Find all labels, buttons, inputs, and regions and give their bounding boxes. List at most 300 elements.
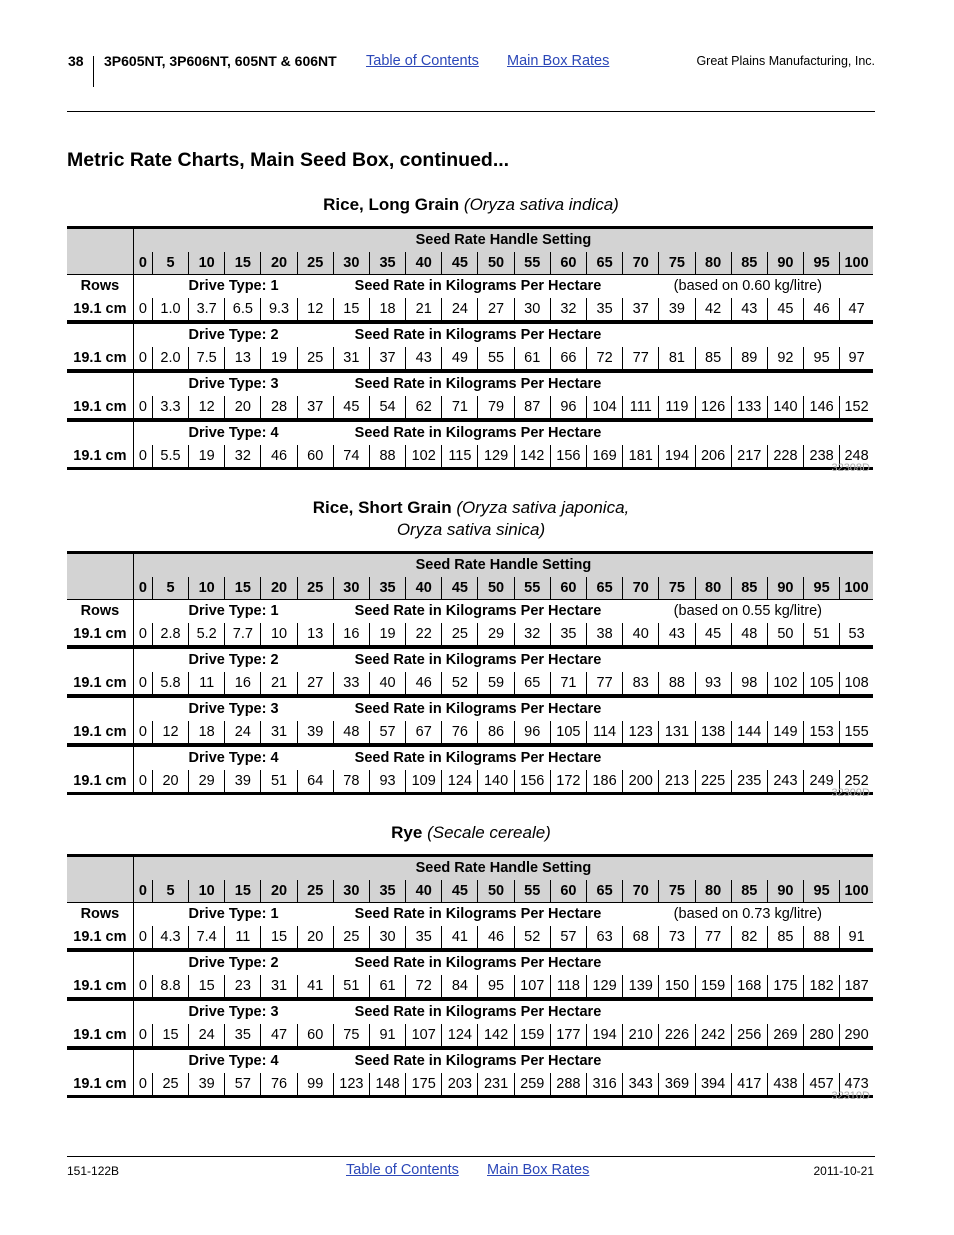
rate-value: 55 <box>478 347 514 371</box>
rate-value: 67 <box>406 721 442 745</box>
drive-type-label: Drive Type: 1 <box>133 275 333 298</box>
row-spacing: 19.1 cm <box>67 623 133 647</box>
rate-value: 33 <box>333 672 369 696</box>
rate-value: 28 <box>261 396 297 420</box>
chart-code: 32310D <box>831 1090 870 1102</box>
rate-value: 3.7 <box>189 298 225 322</box>
setting-value: 15 <box>225 880 261 903</box>
rate-value: 12 <box>297 298 333 322</box>
rate-row <box>67 975 873 999</box>
crop-scientific-line2: Oryza sativa sinica) <box>396 520 546 539</box>
rate-value: 85 <box>767 926 803 950</box>
setting-value: 95 <box>804 880 840 903</box>
rate-value: 19 <box>189 445 225 469</box>
rate-value: 0 <box>133 298 152 322</box>
drive-type-label: Drive Type: 1 <box>133 600 333 623</box>
row-spacing: 19.1 cm <box>67 926 133 950</box>
setting-value: 10 <box>189 252 225 275</box>
rate-value: 3.3 <box>152 396 188 420</box>
crop-name: Rice, Long Grain <box>323 195 460 214</box>
setting-values-row <box>67 880 873 903</box>
rate-value: 85 <box>695 347 731 371</box>
rate-value: 0 <box>133 672 152 696</box>
setting-value: 95 <box>804 252 840 275</box>
crop-scientific: (Oryza sativa japonica, <box>456 498 630 517</box>
setting-value: 45 <box>442 252 478 275</box>
rows-label: Rows <box>67 275 133 298</box>
seed-rate-label: Seed Rate in Kilograms Per Hectare <box>354 750 602 767</box>
rate-value: 45 <box>767 298 803 322</box>
rate-value: 95 <box>804 347 840 371</box>
rate-value: 118 <box>550 975 586 999</box>
rate-value: 65 <box>514 672 550 696</box>
rate-value: 369 <box>659 1073 695 1097</box>
rate-value: 20 <box>152 770 188 794</box>
setting-value: 0 <box>133 577 152 600</box>
rate-value: 32 <box>225 445 261 469</box>
rate-value: 13 <box>225 347 261 371</box>
setting-value: 80 <box>695 880 731 903</box>
seed-rate-label: Seed Rate in Kilograms Per Hectare <box>354 603 602 620</box>
setting-value: 100 <box>840 577 873 600</box>
rate-value: 40 <box>369 672 405 696</box>
setting-value: 70 <box>623 880 659 903</box>
header-toc-link[interactable]: Table of Contents <box>366 53 479 69</box>
rate-value: 175 <box>767 975 803 999</box>
rate-value: 72 <box>406 975 442 999</box>
rate-value: 139 <box>623 975 659 999</box>
row-spacing: 19.1 cm <box>67 975 133 999</box>
rate-value: 88 <box>659 672 695 696</box>
rate-value: 39 <box>189 1073 225 1097</box>
rate-value: 0 <box>133 770 152 794</box>
drive-header-row <box>67 903 873 926</box>
row-spacing: 19.1 cm <box>67 298 133 322</box>
rate-value: 18 <box>369 298 405 322</box>
rate-value: 115 <box>442 445 478 469</box>
rate-value: 131 <box>659 721 695 745</box>
rate-value: 126 <box>695 396 731 420</box>
row-spacing: 19.1 cm <box>67 770 133 794</box>
setting-value: 50 <box>478 252 514 275</box>
rate-value: 104 <box>586 396 622 420</box>
rate-row <box>67 347 873 371</box>
setting-value: 60 <box>550 880 586 903</box>
rate-value: 23 <box>225 975 261 999</box>
rate-value: 39 <box>297 721 333 745</box>
rate-value: 5.5 <box>152 445 188 469</box>
rate-value: 35 <box>406 926 442 950</box>
row-spacing: 19.1 cm <box>67 1073 133 1097</box>
model-name: 3P605NT, 3P606NT, 605NT & 606NT <box>104 53 337 69</box>
rate-value: 64 <box>297 770 333 794</box>
rate-value: 35 <box>550 623 586 647</box>
rate-value: 129 <box>478 445 514 469</box>
rate-value: 96 <box>514 721 550 745</box>
rate-value: 124 <box>442 1024 478 1048</box>
rate-value: 37 <box>623 298 659 322</box>
rate-value: 194 <box>659 445 695 469</box>
rate-value: 0 <box>133 926 152 950</box>
crop-scientific: (Oryza sativa indica) <box>463 195 619 214</box>
rate-value: 7.5 <box>189 347 225 371</box>
setting-value: 20 <box>261 880 297 903</box>
rate-value: 87 <box>514 396 550 420</box>
setting-value: 35 <box>369 577 405 600</box>
rate-value: 99 <box>297 1073 333 1097</box>
corner-cell <box>67 229 133 274</box>
corner-cell <box>67 857 133 902</box>
setting-value: 40 <box>406 252 442 275</box>
rate-value: 16 <box>333 623 369 647</box>
rate-value: 9.3 <box>261 298 297 322</box>
drive-header-row <box>67 1050 873 1073</box>
chart-code: 32308D <box>831 462 870 474</box>
setting-value: 25 <box>297 252 333 275</box>
drive-header-row <box>67 422 873 445</box>
rate-value: 39 <box>659 298 695 322</box>
drive-type-label: Drive Type: 2 <box>133 649 333 672</box>
rows-spacer <box>67 1001 133 1024</box>
rate-value: 84 <box>442 975 478 999</box>
rate-value: 39 <box>225 770 261 794</box>
rate-value: 11 <box>189 672 225 696</box>
rate-value: 288 <box>550 1073 586 1097</box>
rows-spacer <box>67 747 133 770</box>
rate-value: 242 <box>695 1024 731 1048</box>
rate-value: 15 <box>152 1024 188 1048</box>
header-divider <box>93 56 94 87</box>
rate-value: 259 <box>514 1073 550 1097</box>
rate-value: 4.3 <box>152 926 188 950</box>
handle-setting-label: Seed Rate Handle Setting <box>133 554 873 577</box>
rate-value: 102 <box>406 445 442 469</box>
rate-value: 15 <box>189 975 225 999</box>
rate-value: 62 <box>406 396 442 420</box>
rate-value: 46 <box>804 298 840 322</box>
rate-value: 140 <box>767 396 803 420</box>
rate-value: 41 <box>297 975 333 999</box>
rate-value: 142 <box>514 445 550 469</box>
seed-rate-label: Seed Rate in Kilograms Per Hectare <box>354 955 602 972</box>
rate-value: 159 <box>695 975 731 999</box>
setting-value: 15 <box>225 252 261 275</box>
setting-value: 55 <box>514 880 550 903</box>
rows-spacer <box>67 1050 133 1073</box>
rate-value: 194 <box>586 1024 622 1048</box>
rate-value: 20 <box>297 926 333 950</box>
rate-value: 20 <box>225 396 261 420</box>
rate-value: 13 <box>297 623 333 647</box>
rate-value: 172 <box>550 770 586 794</box>
handle-setting-label: Seed Rate Handle Setting <box>133 229 873 252</box>
doc-code: 151-122B <box>67 1164 120 1178</box>
rate-value: 102 <box>767 672 803 696</box>
rate-row <box>67 770 873 794</box>
rate-value: 86 <box>478 721 514 745</box>
rate-value: 243 <box>767 770 803 794</box>
row-spacing: 19.1 cm <box>67 672 133 696</box>
rate-value: 0 <box>133 445 152 469</box>
rate-value: 46 <box>261 445 297 469</box>
rate-value: 235 <box>731 770 767 794</box>
rate-value: 19 <box>261 347 297 371</box>
rate-value: 343 <box>623 1073 659 1097</box>
rate-value: 210 <box>623 1024 659 1048</box>
seed-rate-label: Seed Rate in Kilograms Per Hectare <box>354 425 602 442</box>
rate-value: 71 <box>550 672 586 696</box>
setting-value: 0 <box>133 252 152 275</box>
rate-value: 47 <box>261 1024 297 1048</box>
rate-value: 21 <box>261 672 297 696</box>
rate-value: 186 <box>586 770 622 794</box>
rate-value: 30 <box>514 298 550 322</box>
rate-value: 51 <box>804 623 840 647</box>
drive-type-label: Drive Type: 4 <box>133 422 333 445</box>
chart-title-short-grain <box>67 497 875 541</box>
handle-header-row <box>67 857 873 880</box>
header-rates-link[interactable]: Main Box Rates <box>507 53 610 69</box>
rate-value: 0 <box>133 396 152 420</box>
rate-value: 473 <box>840 1073 873 1097</box>
rate-value: 156 <box>514 770 550 794</box>
row-spacing: 19.1 cm <box>67 1024 133 1048</box>
rate-value: 61 <box>369 975 405 999</box>
rate-row <box>67 298 873 322</box>
rate-table-short-grain <box>67 551 873 795</box>
rate-row <box>67 926 873 950</box>
basis-spacer <box>623 1001 873 1024</box>
setting-value: 65 <box>586 577 622 600</box>
setting-value: 35 <box>369 252 405 275</box>
setting-value: 10 <box>189 577 225 600</box>
drive-header-row <box>67 952 873 975</box>
drive-header-row <box>67 373 873 396</box>
rate-value: 51 <box>333 975 369 999</box>
footer-toc-link[interactable]: Table of Contents <box>346 1162 459 1178</box>
rate-value: 150 <box>659 975 695 999</box>
rate-value: 226 <box>659 1024 695 1048</box>
rate-value: 438 <box>767 1073 803 1097</box>
rate-value: 159 <box>514 1024 550 1048</box>
rate-value: 88 <box>369 445 405 469</box>
rate-value: 48 <box>731 623 767 647</box>
footer-rule <box>67 1156 875 1157</box>
company-name: Great Plains Manufacturing, Inc. <box>696 54 875 68</box>
rate-value: 114 <box>586 721 622 745</box>
rate-value: 0 <box>133 1073 152 1097</box>
rate-value: 7.4 <box>189 926 225 950</box>
handle-setting-label: Seed Rate Handle Setting <box>133 857 873 880</box>
setting-value: 85 <box>731 252 767 275</box>
seed-rate-label: Seed Rate in Kilograms Per Hectare <box>354 1053 602 1070</box>
rate-value: 22 <box>406 623 442 647</box>
setting-value: 45 <box>442 577 478 600</box>
rate-value: 140 <box>478 770 514 794</box>
row-spacing: 19.1 cm <box>67 721 133 745</box>
setting-value: 25 <box>297 577 333 600</box>
rate-value: 97 <box>840 347 873 371</box>
rate-value: 43 <box>406 347 442 371</box>
rate-row <box>67 396 873 420</box>
rate-value: 153 <box>804 721 840 745</box>
basis-spacer <box>623 747 873 770</box>
setting-value: 20 <box>261 252 297 275</box>
setting-value: 80 <box>695 252 731 275</box>
rate-value: 37 <box>369 347 405 371</box>
rate-value: 50 <box>767 623 803 647</box>
rate-row <box>67 1073 873 1097</box>
rate-value: 63 <box>586 926 622 950</box>
rate-value: 12 <box>152 721 188 745</box>
rate-value: 316 <box>586 1073 622 1097</box>
setting-value: 90 <box>767 577 803 600</box>
setting-value: 5 <box>152 880 188 903</box>
rate-value: 457 <box>804 1073 840 1097</box>
rate-value: 52 <box>442 672 478 696</box>
setting-value: 70 <box>623 252 659 275</box>
setting-value: 30 <box>333 577 369 600</box>
rate-value: 83 <box>623 672 659 696</box>
rate-value: 93 <box>369 770 405 794</box>
seed-rate-label: Seed Rate in Kilograms Per Hectare <box>354 906 602 923</box>
basis-spacer <box>623 698 873 721</box>
rate-row <box>67 672 873 696</box>
rate-value: 77 <box>695 926 731 950</box>
rate-value: 18 <box>189 721 225 745</box>
setting-value: 75 <box>659 880 695 903</box>
setting-value: 55 <box>514 252 550 275</box>
basis-spacer <box>623 422 873 445</box>
rate-value: 37 <box>297 396 333 420</box>
rate-value: 81 <box>659 347 695 371</box>
rate-value: 148 <box>369 1073 405 1097</box>
rate-value: 105 <box>804 672 840 696</box>
setting-value: 25 <box>297 880 333 903</box>
rate-value: 88 <box>804 926 840 950</box>
drive-type-label: Drive Type: 2 <box>133 324 333 347</box>
drive-type-label: Drive Type: 1 <box>133 903 333 926</box>
rate-value: 25 <box>442 623 478 647</box>
rate-value: 109 <box>406 770 442 794</box>
setting-value: 0 <box>133 880 152 903</box>
rate-value: 105 <box>550 721 586 745</box>
rate-value: 146 <box>804 396 840 420</box>
rate-value: 394 <box>695 1073 731 1097</box>
seed-rate-label: Seed Rate in Kilograms Per Hectare <box>354 1004 602 1021</box>
setting-value: 85 <box>731 577 767 600</box>
rows-spacer <box>67 324 133 347</box>
rate-value: 68 <box>623 926 659 950</box>
rate-value: 43 <box>731 298 767 322</box>
rate-value: 119 <box>659 396 695 420</box>
rate-value: 228 <box>767 445 803 469</box>
handle-header-row <box>67 229 873 252</box>
rate-value: 203 <box>442 1073 478 1097</box>
crop-name: Rice, Short Grain <box>312 498 452 517</box>
rate-table-rye <box>67 854 873 1098</box>
rate-value: 71 <box>442 396 478 420</box>
setting-values-row <box>67 577 873 600</box>
rate-value: 43 <box>659 623 695 647</box>
seed-rate-label: Seed Rate in Kilograms Per Hectare <box>354 701 602 718</box>
setting-value: 70 <box>623 577 659 600</box>
rate-value: 225 <box>695 770 731 794</box>
setting-value: 60 <box>550 252 586 275</box>
rate-value: 31 <box>333 347 369 371</box>
rate-value: 79 <box>478 396 514 420</box>
rate-value: 29 <box>478 623 514 647</box>
density-basis: (based on 0.73 kg/litre) <box>673 906 822 923</box>
rate-value: 123 <box>333 1073 369 1097</box>
rate-value: 168 <box>731 975 767 999</box>
rate-value: 6.5 <box>225 298 261 322</box>
rows-label: Rows <box>67 903 133 926</box>
rate-value: 200 <box>623 770 659 794</box>
setting-value: 30 <box>333 252 369 275</box>
rate-value: 42 <box>695 298 731 322</box>
rate-value: 169 <box>586 445 622 469</box>
rate-value: 142 <box>478 1024 514 1048</box>
footer-rates-link[interactable]: Main Box Rates <box>487 1162 590 1178</box>
rate-value: 0 <box>133 347 152 371</box>
setting-value: 35 <box>369 880 405 903</box>
rate-value: 32 <box>514 623 550 647</box>
corner-cell <box>67 554 133 599</box>
rate-value: 89 <box>731 347 767 371</box>
rate-value: 38 <box>586 623 622 647</box>
rate-value: 269 <box>767 1024 803 1048</box>
setting-value: 15 <box>225 577 261 600</box>
density-basis: (based on 0.55 kg/litre) <box>673 603 822 620</box>
rate-value: 238 <box>804 445 840 469</box>
rate-value: 24 <box>442 298 478 322</box>
setting-value: 40 <box>406 577 442 600</box>
rate-value: 47 <box>840 298 873 322</box>
rows-label: Rows <box>67 600 133 623</box>
rate-value: 25 <box>297 347 333 371</box>
setting-value: 60 <box>550 577 586 600</box>
rate-value: 78 <box>333 770 369 794</box>
rate-value: 72 <box>586 347 622 371</box>
rate-value: 53 <box>840 623 873 647</box>
row-spacing: 19.1 cm <box>67 445 133 469</box>
chart-title-long-grain <box>67 194 875 216</box>
rate-value: 206 <box>695 445 731 469</box>
rate-value: 15 <box>261 926 297 950</box>
rate-value: 60 <box>297 445 333 469</box>
rate-value: 2.0 <box>152 347 188 371</box>
rate-value: 144 <box>731 721 767 745</box>
rows-spacer <box>67 952 133 975</box>
drive-header-row <box>67 698 873 721</box>
page-title: Metric Rate Charts, Main Seed Box, continued... <box>67 149 510 171</box>
rate-row <box>67 721 873 745</box>
rate-value: 75 <box>333 1024 369 1048</box>
setting-value: 85 <box>731 880 767 903</box>
setting-value: 90 <box>767 880 803 903</box>
chart-title-rye <box>67 822 875 844</box>
setting-value: 30 <box>333 880 369 903</box>
rate-value: 96 <box>550 396 586 420</box>
rate-value: 45 <box>333 396 369 420</box>
rate-value: 60 <box>297 1024 333 1048</box>
rate-value: 107 <box>406 1024 442 1048</box>
rate-value: 98 <box>731 672 767 696</box>
rate-value: 61 <box>514 347 550 371</box>
setting-value: 75 <box>659 252 695 275</box>
rate-value: 93 <box>695 672 731 696</box>
